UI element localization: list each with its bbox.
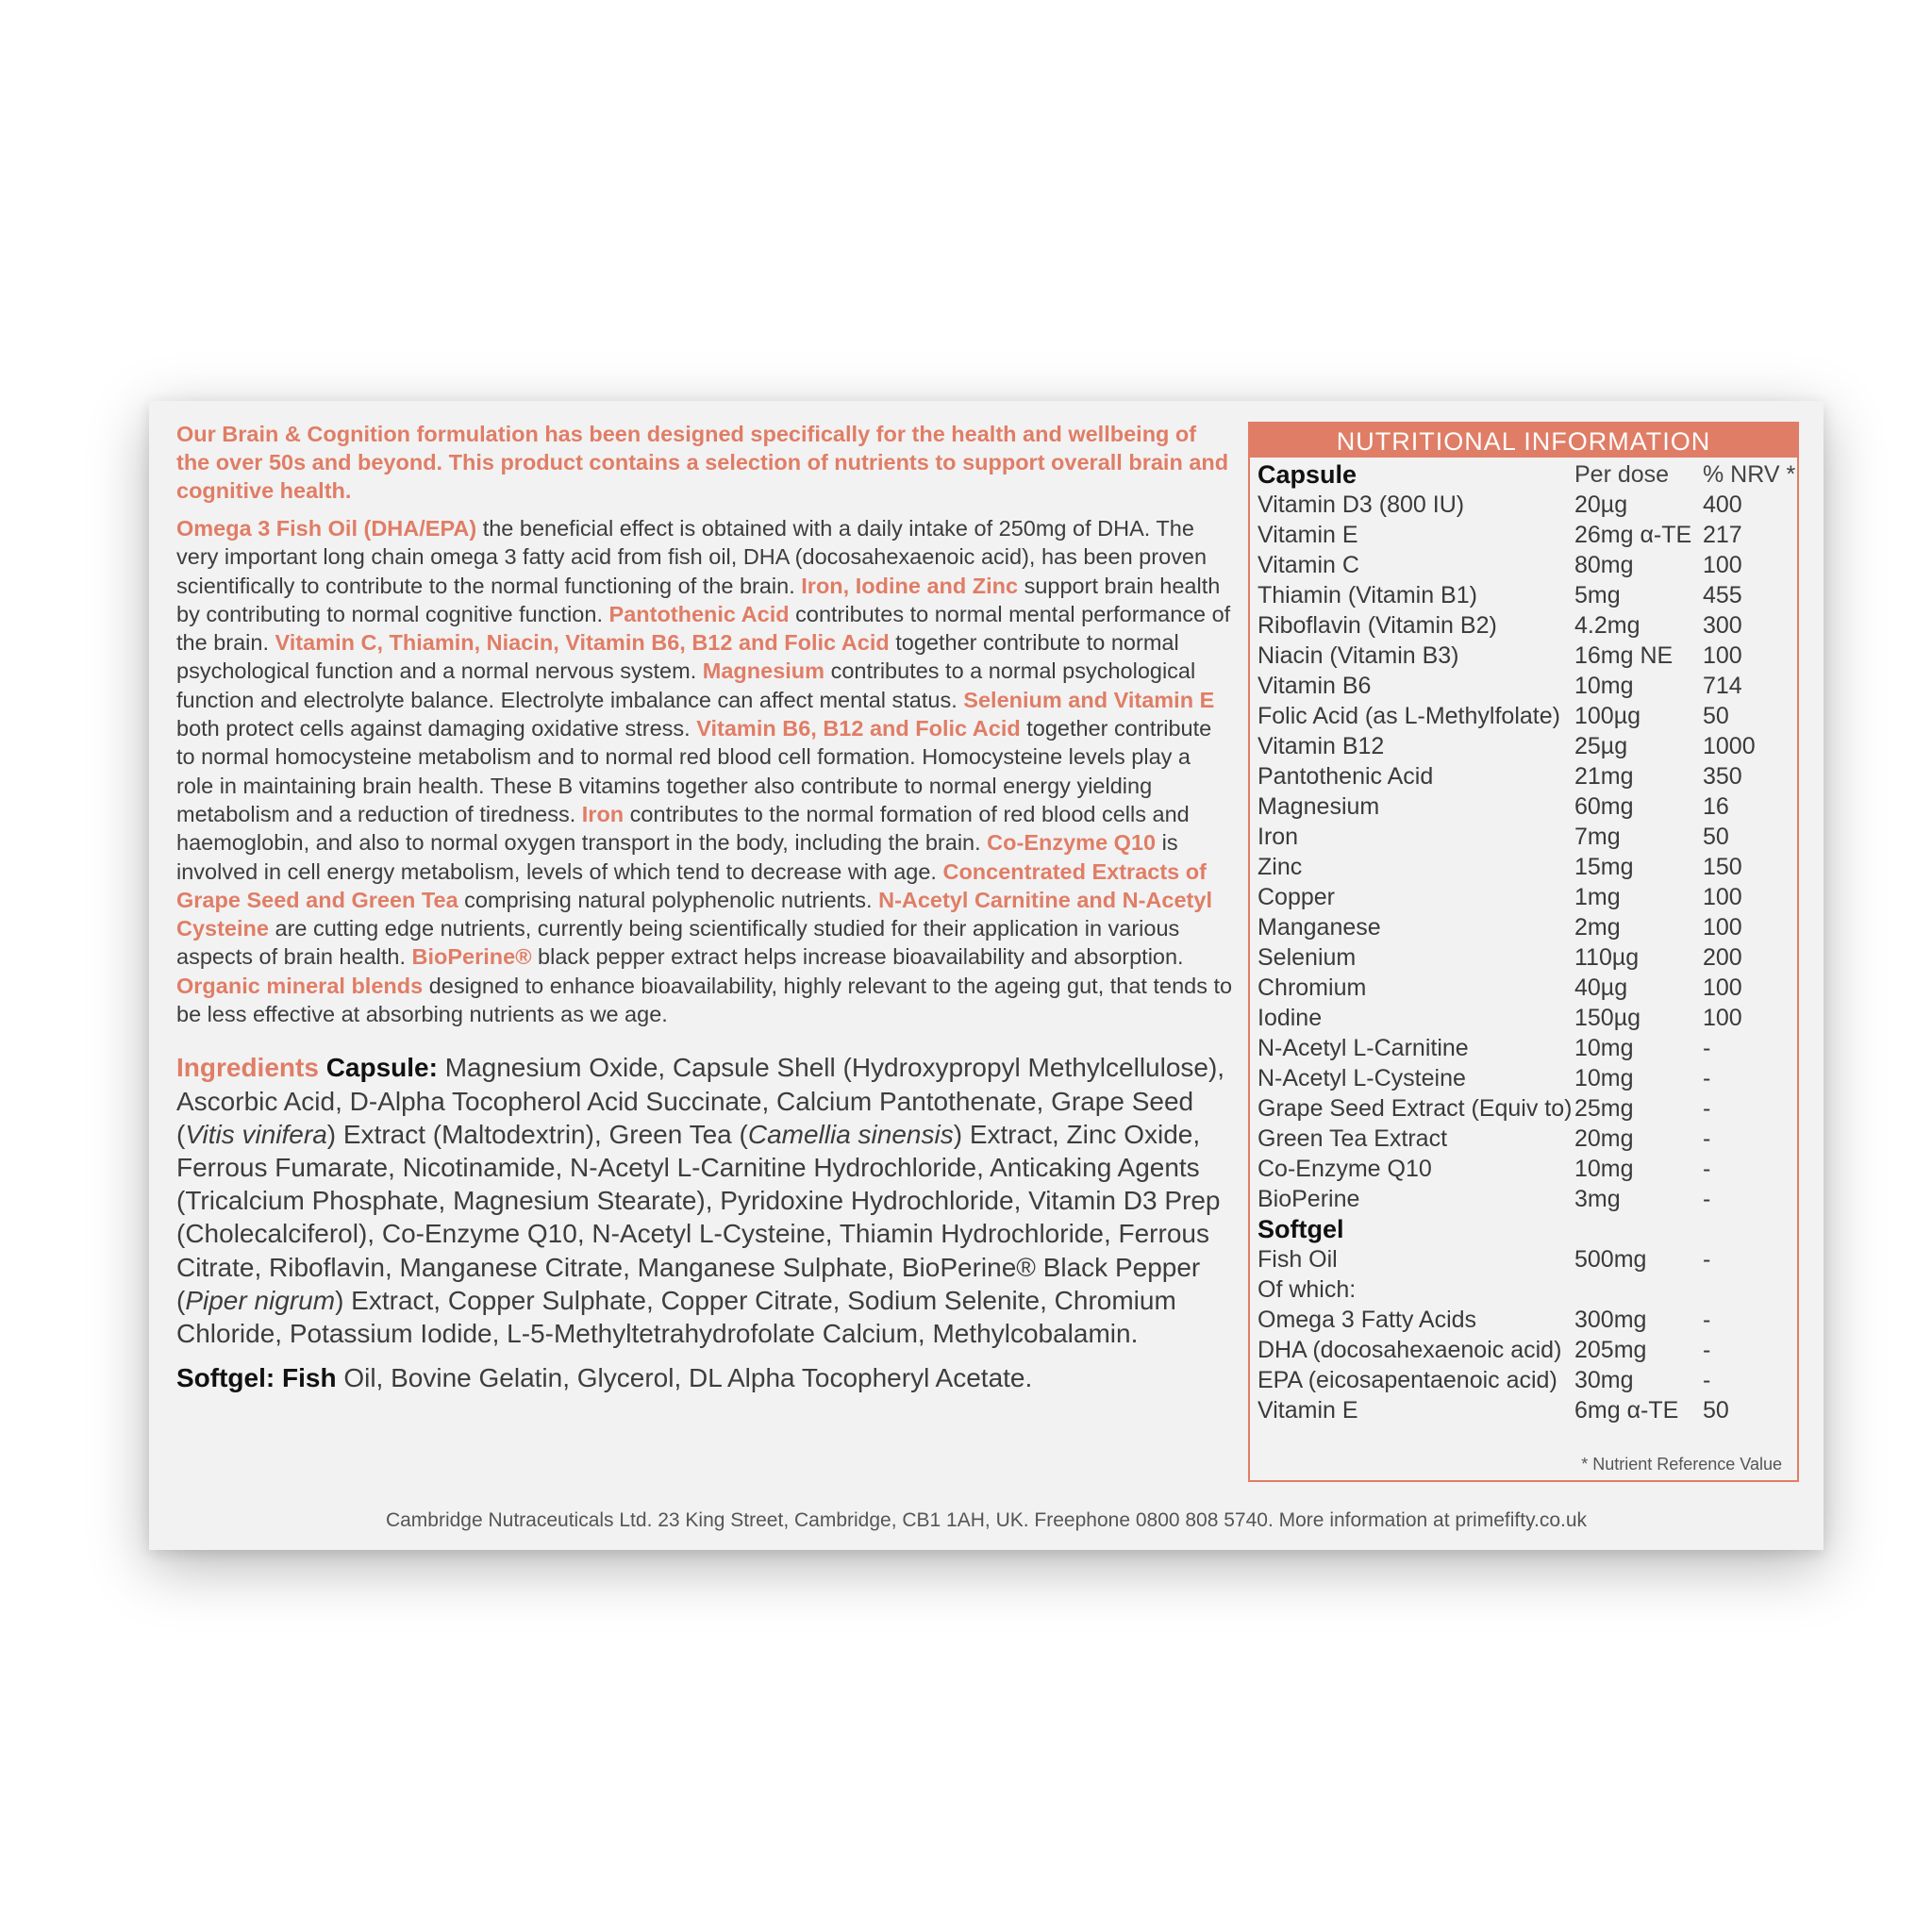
- ingredients-list-text: ) Extract, Copper Sulphate, Copper Citrate, Sodium Selenite, Chromium Chloride, Potassium Iodide, L-5-Methyltetrahydrofolate Calcium, Methylcobalamin.: [176, 1285, 1176, 1348]
- nutrition-row: [1257, 1063, 1797, 1093]
- benefit-text: are cutting edge nutrients, currently being scientifically studied for their application in various aspects of brain health.: [176, 916, 1180, 970]
- nrv-value: -: [1703, 1095, 1711, 1122]
- nutrient-name: DHA (docosahexaenoic acid): [1257, 1337, 1562, 1363]
- dose-value: 205mg: [1574, 1337, 1647, 1363]
- nutrient-highlight: Iron: [581, 801, 625, 826]
- softgel-label: Softgel: Fish: [176, 1363, 337, 1393]
- dose-value: 150µg: [1574, 1005, 1641, 1031]
- ingredients-text: [176, 1051, 1233, 1350]
- nutrition-row: [1257, 761, 1797, 791]
- nrv-value: -: [1703, 1246, 1711, 1273]
- nrv-value: 100: [1703, 642, 1742, 669]
- description-column: [176, 420, 1233, 1395]
- nutrient-highlight: Concentrated Extracts of Grape Seed and Green Tea: [176, 858, 1207, 912]
- nutrient-highlight: Pantothenic Acid: [608, 601, 790, 626]
- dose-value: 21mg: [1574, 763, 1634, 790]
- nrv-value: % NRV *: [1703, 461, 1796, 488]
- nutrition-row: [1257, 1184, 1797, 1214]
- benefit-text: contributes to the normal formation of red blood cells and haemoglobin, and also to normal oxygen transport in the body, including the brain.: [176, 801, 1190, 856]
- benefit-text: comprising natural polyphenolic nutrients.: [458, 887, 879, 912]
- nutrition-row: [1257, 641, 1797, 671]
- benefit-text: is involved in cell energy metabolism, levels of which tend to decrease with age.: [176, 830, 1178, 884]
- nutrient-name: Folic Acid (as L-Methylfolate): [1257, 703, 1560, 729]
- nrv-value: 100: [1703, 914, 1742, 941]
- nutrient-name: BioPerine: [1257, 1186, 1360, 1212]
- nutrient-highlight: Co-Enzyme Q10: [987, 830, 1157, 856]
- nutrition-row: [1257, 1033, 1797, 1063]
- nrv-value: -: [1703, 1337, 1711, 1363]
- nrv-value: 100: [1703, 1005, 1742, 1031]
- dose-value: Per dose: [1574, 461, 1670, 488]
- benefit-text: contributes to normal mental performance of the brain.: [176, 601, 1231, 656]
- nutrient-highlight: Iron, Iodine and Zinc: [801, 573, 1019, 598]
- dose-value: 40µg: [1574, 974, 1628, 1001]
- nutrition-panel: [1248, 422, 1799, 1482]
- nutrition-row: [1257, 731, 1797, 761]
- nrv-value: -: [1703, 1125, 1711, 1152]
- dose-value: 30mg: [1574, 1367, 1634, 1393]
- dose-value: 3mg: [1574, 1186, 1621, 1212]
- nutrition-row: [1257, 520, 1797, 550]
- nutrition-header-row: [1257, 459, 1797, 490]
- nrv-value: -: [1703, 1065, 1711, 1091]
- dose-value: 4.2mg: [1574, 612, 1641, 639]
- nutrition-row: [1257, 1154, 1797, 1184]
- nutrient-name: Iron: [1257, 824, 1299, 850]
- nutrient-highlight: Omega 3 Fish Oil (DHA/EPA): [176, 516, 477, 541]
- dose-value: [1574, 1274, 1703, 1305]
- nutrient-name: Capsule: [1257, 460, 1357, 489]
- dose-value: 20µg: [1574, 491, 1628, 518]
- ingredients-label: Ingredients: [176, 1053, 319, 1083]
- softgel-ingredients: [176, 1361, 1233, 1395]
- nutrient-name: Iodine: [1257, 1005, 1323, 1031]
- benefit-text: designed to enhance bioavailability, highly relevant to the ageing gut, that tends to be less effective at absorbing nutrients as we age.: [176, 973, 1233, 1027]
- nutrient-name: Copper: [1257, 884, 1335, 910]
- nrv-value: 350: [1703, 763, 1742, 790]
- latin-name: Piper nigrum: [185, 1285, 336, 1315]
- label-card: [149, 401, 1824, 1550]
- nutrition-row: [1257, 882, 1797, 912]
- dose-value: 60mg: [1574, 793, 1634, 820]
- nrv-value: -: [1703, 1186, 1711, 1212]
- nutrient-name: Softgel: [1257, 1215, 1344, 1243]
- nrv-value: 217: [1703, 522, 1742, 548]
- dose-value: 7mg: [1574, 824, 1621, 850]
- nutrient-name: Co-Enzyme Q10: [1257, 1156, 1432, 1182]
- dose-value: 26mg α-TE: [1574, 522, 1692, 548]
- ingredients-list-text: ) Extract (Maltodextrin), Green Tea (: [326, 1119, 748, 1149]
- nutrition-row: [1257, 1124, 1797, 1154]
- dose-value: 300mg: [1574, 1307, 1647, 1333]
- nutrition-row: [1257, 610, 1797, 641]
- nutrient-name: EPA (eicosapentaenoic acid): [1257, 1367, 1557, 1393]
- nutrient-name: N-Acetyl L-Carnitine: [1257, 1035, 1469, 1061]
- nutrition-row: [1257, 490, 1797, 520]
- nutrition-title: NUTRITIONAL INFORMATION: [1250, 424, 1797, 458]
- nutrient-name: Vitamin D3 (800 IU): [1257, 491, 1465, 518]
- company-footer: Cambridge Nutraceuticals Ltd. 23 King Street, Cambridge, CB1 1AH, UK. Freephone 0800 808 5740. More information at primefifty.co.uk: [385, 1509, 1588, 1531]
- nutrient-name: Selenium: [1257, 944, 1357, 971]
- nutrient-name: Grape Seed Extract (Equiv to): [1257, 1095, 1573, 1122]
- nutrient-name: Zinc: [1257, 854, 1303, 880]
- nutrition-row: [1257, 791, 1797, 822]
- softgel-section-header: [1257, 1214, 1797, 1244]
- nutrient-name: Riboflavin (Vitamin B2): [1257, 612, 1497, 639]
- dose-value: 1mg: [1574, 884, 1621, 910]
- nutrition-row: [1257, 822, 1797, 852]
- nutrition-table: [1257, 459, 1797, 1425]
- nutrient-name: Fish Oil: [1257, 1246, 1338, 1273]
- benefit-text: contributes to a normal psychological function and electrolyte balance. Electrolyte imbalance can affect mental status.: [176, 658, 1196, 712]
- nutrition-row: [1257, 1365, 1797, 1395]
- nutrient-name: Vitamin E: [1257, 522, 1358, 548]
- nutrient-name: Vitamin C: [1257, 552, 1359, 578]
- nutrition-row: [1257, 550, 1797, 580]
- benefit-text: black pepper extract helps increase bioavailability and absorption.: [531, 944, 1184, 970]
- nutrient-name: Vitamin B12: [1257, 733, 1385, 759]
- nrv-value: [1703, 1214, 1797, 1244]
- dose-value: 10mg: [1574, 1065, 1634, 1091]
- benefit-text: support brain health by contributing to normal cognitive function.: [176, 573, 1221, 626]
- dose-value: [1574, 1214, 1703, 1244]
- dose-value: 20mg: [1574, 1125, 1634, 1152]
- dose-value: 100µg: [1574, 703, 1641, 729]
- nrv-value: 200: [1703, 944, 1742, 971]
- dose-value: 16mg NE: [1574, 642, 1674, 669]
- nrv-value: 16: [1703, 793, 1729, 820]
- nrv-value: 100: [1703, 552, 1742, 578]
- softgel-text: Oil, Bovine Gelatin, Glycerol, DL Alpha Tocopheryl Acetate.: [336, 1363, 1033, 1393]
- nrv-value: 150: [1703, 854, 1742, 880]
- nutrient-highlight: N-Acetyl Carnitine and N-Acetyl Cysteine: [176, 887, 1212, 941]
- dose-value: 25mg: [1574, 1095, 1634, 1122]
- nrv-value: 100: [1703, 884, 1742, 910]
- nrv-value: 714: [1703, 673, 1742, 699]
- benefit-text: the beneficial effect is obtained with a daily intake of 250mg of DHA. The very important long chain omega 3 fatty acid from fish oil, DHA (docosahexaenoic acid), has been proven scientifically to contribute to the normal functioning of the brain.: [176, 516, 1208, 598]
- intro-text: Our Brain & Cognition formulation has been designed specifically for the health and wellbeing of the over 50s and beyond. This product contains a selection of nutrients to support overall brain and cognitive health.: [176, 422, 1229, 503]
- nrv-value: 400: [1703, 491, 1742, 518]
- benefit-text: together contribute to normal psychological function and a normal nervous system.: [176, 630, 1179, 684]
- nrv-value: 50: [1703, 1397, 1729, 1424]
- nutrition-row: [1257, 1305, 1797, 1335]
- nutrition-row: [1257, 1395, 1797, 1425]
- benefit-text: both protect cells against damaging oxidative stress.: [176, 716, 697, 741]
- ingredients-list-text: Magnesium Oxide, Capsule Shell (Hydroxypropyl Methylcellulose), Ascorbic Acid, D-Alpha Tocopherol Acid Succinate, Calcium Pantothenate, Grape Seed (: [176, 1053, 1225, 1149]
- nutrient-name: Niacin (Vitamin B3): [1257, 642, 1459, 669]
- nrv-value: -: [1703, 1035, 1711, 1061]
- dose-value: 25µg: [1574, 733, 1628, 759]
- nutrition-row: [1257, 912, 1797, 942]
- nutrient-name: Green Tea Extract: [1257, 1125, 1448, 1152]
- nrv-value: -: [1703, 1307, 1711, 1333]
- nutrition-row: [1257, 973, 1797, 1003]
- nutrient-name: Manganese: [1257, 914, 1381, 941]
- nutrient-name: Omega 3 Fatty Acids: [1257, 1307, 1477, 1333]
- nutrition-row: [1257, 852, 1797, 882]
- nutrient-name: Vitamin B6: [1257, 673, 1372, 699]
- dose-value: 15mg: [1574, 854, 1634, 880]
- nutrition-row: [1257, 580, 1797, 610]
- dose-value: 110µg: [1574, 944, 1640, 971]
- nrv-value: 50: [1703, 703, 1729, 729]
- nutrient-name: Thiamin (Vitamin B1): [1257, 582, 1477, 608]
- dose-value: 80mg: [1574, 552, 1634, 578]
- latin-name: Camellia sinensis: [747, 1119, 954, 1149]
- nrv-value: 300: [1703, 612, 1742, 639]
- nrv-value: 50: [1703, 824, 1729, 850]
- nrv-value: 455: [1703, 582, 1742, 608]
- benefit-text: together contribute to normal homocysteine metabolism and to normal red blood cell formation. Homocysteine levels play a role in maintaining brain health. These B vitamins together also contribute to normal energy yielding metabolism and a reduction of tiredness.: [176, 716, 1212, 826]
- nutrient-name: Chromium: [1257, 974, 1367, 1001]
- nutrient-name: Pantothenic Acid: [1257, 763, 1434, 790]
- nutrient-highlight: Magnesium: [702, 658, 825, 684]
- nutrient-name: Of which:: [1257, 1276, 1357, 1303]
- nutrition-row: [1257, 701, 1797, 731]
- nutrient-highlight: Vitamin B6, B12 and Folic Acid: [696, 716, 1021, 741]
- nutrient-highlight: Vitamin C, Thiamin, Niacin, Vitamin B6, B12 and Folic Acid: [275, 630, 890, 656]
- nutrition-row: [1257, 1244, 1797, 1274]
- dose-value: 10mg: [1574, 1035, 1634, 1061]
- dose-value: 500mg: [1574, 1246, 1647, 1273]
- nutrient-highlight: Organic mineral blends: [176, 973, 424, 998]
- nrv-value: [1703, 1274, 1797, 1305]
- dose-value: 5mg: [1574, 582, 1621, 608]
- nutrient-name: Vitamin E: [1257, 1397, 1358, 1424]
- capsule-label: Capsule:: [325, 1053, 438, 1083]
- dose-value: 2mg: [1574, 914, 1621, 941]
- nutrition-row: [1257, 1274, 1797, 1305]
- nrv-footnote: * Nutrient Reference Value: [1581, 1455, 1782, 1474]
- nutrition-row: [1257, 1003, 1797, 1033]
- nrv-value: -: [1703, 1156, 1711, 1182]
- nutrition-row: [1257, 1335, 1797, 1365]
- dose-value: 10mg: [1574, 673, 1634, 699]
- benefits-text: [176, 514, 1233, 1028]
- nutrient-highlight: BioPerine®: [411, 944, 532, 970]
- dose-value: 10mg: [1574, 1156, 1634, 1182]
- nutrient-name: Magnesium: [1257, 793, 1380, 820]
- nutrition-row: [1257, 1093, 1797, 1124]
- dose-value: 6mg α-TE: [1574, 1397, 1679, 1424]
- latin-name: Vitis vinifera: [185, 1119, 327, 1149]
- nutrient-highlight: Selenium and Vitamin E: [963, 687, 1215, 712]
- ingredients-list-text: ) Extract, Zinc Oxide, Ferrous Fumarate, Nicotinamide, N-Acetyl L-Carnitine Hydrochloride, Anticaking Agents (Tricalcium Phosphate, Magnesium Stearate), Pyridoxine Hydrochloride, Vitamin D3 Prep (Cholecalciferol), Co-Enzyme Q10, N-Acetyl L-Cysteine, Thiamin Hydrochloride, Ferrous Citrate, Riboflavin, Manganese Citrate, Manganese Sulphate, BioPerine® Black Pepper (: [176, 1119, 1221, 1315]
- nutrition-row: [1257, 671, 1797, 701]
- nrv-value: -: [1703, 1367, 1711, 1393]
- nrv-value: 1000: [1703, 733, 1756, 759]
- nrv-value: 100: [1703, 974, 1742, 1001]
- nutrient-name: N-Acetyl L-Cysteine: [1257, 1065, 1466, 1091]
- nutrition-row: [1257, 942, 1797, 973]
